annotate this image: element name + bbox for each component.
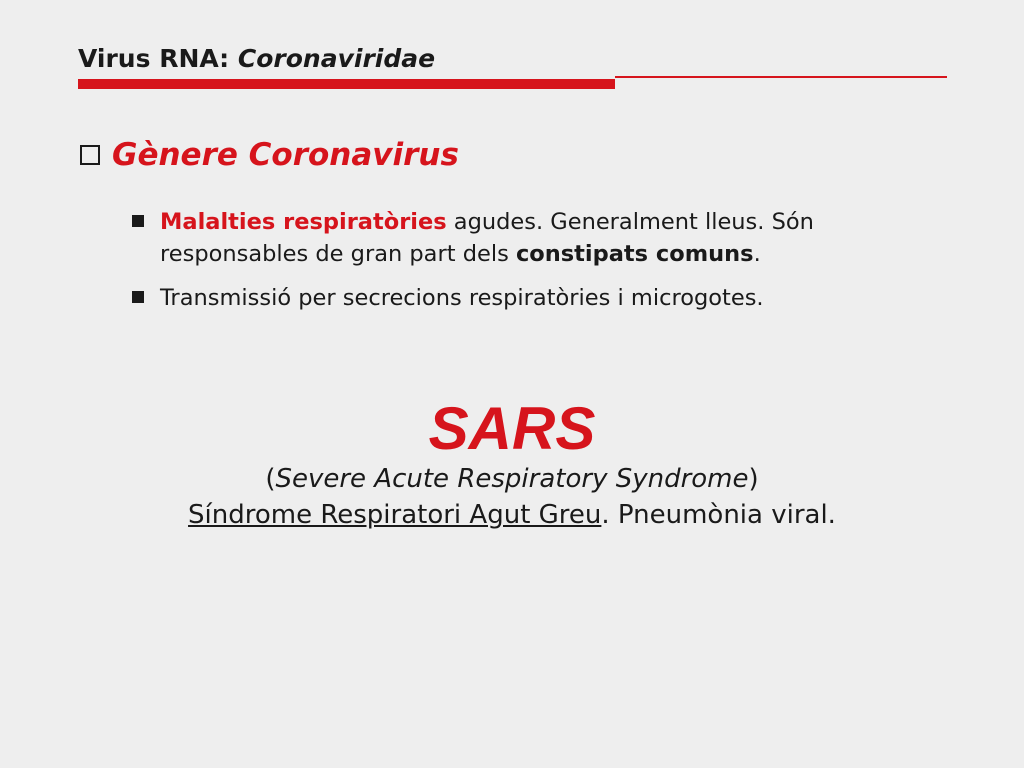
square-bullet-icon xyxy=(132,291,144,303)
hollow-square-bullet-icon xyxy=(80,145,100,165)
section-heading-text: Gènere Coronavirus xyxy=(112,137,459,173)
bullet-text-part: constipats comuns xyxy=(515,241,754,267)
list-item xyxy=(130,282,930,314)
bullet-text-part: Transmissió per secrecions respiratòries i microgotes. xyxy=(160,285,764,311)
square-bullet-icon xyxy=(132,215,144,227)
title-underline-thin xyxy=(615,76,947,78)
sars-title: SARS xyxy=(428,395,596,462)
slide-title-italic: Coronaviridae xyxy=(237,44,436,73)
slide-title xyxy=(78,44,435,73)
section-heading xyxy=(80,137,459,173)
bullet-list xyxy=(130,206,930,326)
sars-catalan-name xyxy=(0,498,1024,532)
sars-catalan-underlined: Síndrome Respiratori Agut Greu xyxy=(188,500,602,530)
bullet-text-part: agudes. Generalment lleus. Són responsables de gran part dels xyxy=(160,209,814,267)
title-underline-thick xyxy=(78,79,615,89)
paren-close: ) xyxy=(748,464,759,494)
paren-open: ( xyxy=(265,464,276,494)
bullet-text-part: . xyxy=(753,241,761,267)
list-item xyxy=(130,206,930,270)
sars-english-italic: Severe Acute Respiratory Syndrome xyxy=(275,464,749,494)
sars-english-name xyxy=(0,462,1024,496)
slide-title-regular: Virus RNA: xyxy=(78,44,238,73)
sars-catalan-rest: . Pneumònia viral. xyxy=(601,500,836,530)
bullet-text-part: Malalties respiratòries xyxy=(160,209,447,235)
